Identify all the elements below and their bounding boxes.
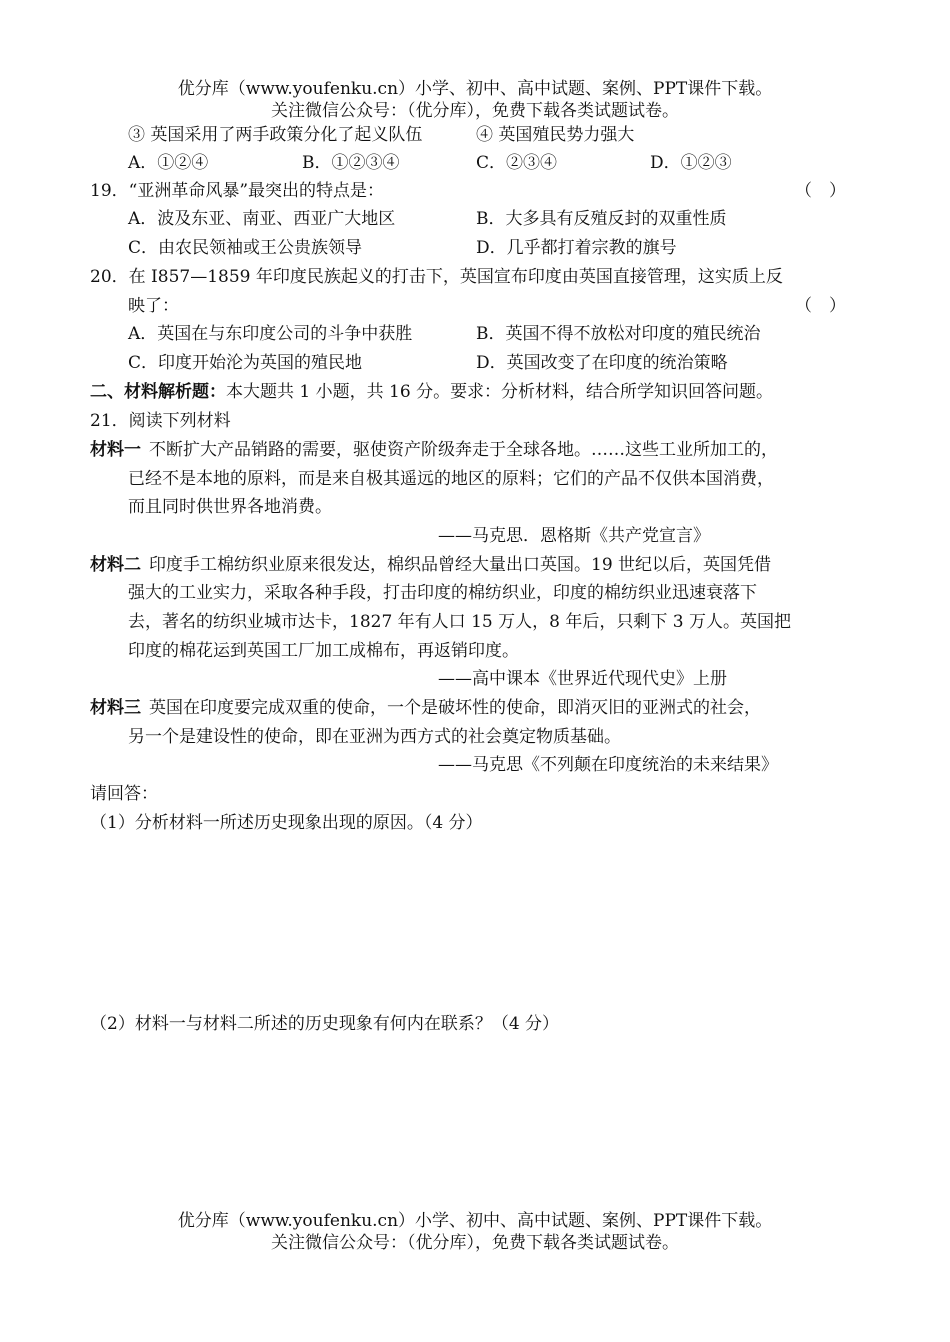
- q20-option-a: A．英国在与东印度公司的斗争中获胜: [128, 324, 413, 344]
- q20-option-b: B．英国不得不放松对印度的殖民统治: [476, 324, 761, 344]
- q19-option-a: A．波及东亚、南亚、西亚广大地区: [128, 209, 396, 229]
- q18-item-3: ③ 英国采用了两手政策分化了起义队伍: [128, 125, 423, 145]
- answer-prompt: 请回答：: [90, 784, 158, 804]
- material-1-first-line: [90, 439, 778, 461]
- q20-option-c: C．印度开始沦为英国的殖民地: [128, 353, 363, 373]
- material-3-text-line: 另一个是建设性的使命，即在亚洲为西方式的社会奠定物质基础。: [128, 727, 621, 747]
- sub-question-2: （2）材料一与材料二所述的历史现象有何内在联系？（4 分）: [90, 1014, 560, 1034]
- q20-stem-line-1: 20．在 I857—1859 年印度民族起义的打击下，英国宣布印度由英国直接管理，这实质上反: [90, 267, 783, 287]
- sub-question-1: （1）分析材料一所述历史现象出现的原因。（4 分）: [90, 813, 483, 833]
- material-1-text-line: 不断扩大产品销路的需要，驱使资产阶级奔走于全球各地。……这些工业所加工的，: [149, 440, 778, 460]
- material-3-label: 材料三: [90, 698, 141, 718]
- q18-option-b: B．①②③④: [302, 153, 400, 173]
- q19-option-d: D．几乎都打着宗教的旗号: [476, 238, 677, 258]
- q19-option-c: C．由农民领袖或王公贵族领导: [128, 238, 363, 258]
- q18-item-4: ④ 英国殖民势力强大: [476, 125, 635, 145]
- header-line-2: 关注微信公众号：（优分库），免费下载各类试题试卷。: [271, 101, 679, 121]
- material-2-text-line: 印度的棉花运到英国工厂加工成棉布，再返销印度。: [128, 641, 519, 661]
- q18-option-a: A．①②④: [128, 153, 209, 173]
- section-2-description: 本大题共 1 小题，共 16 分。要求：分析材料，结合所学知识回答问题。: [226, 382, 774, 402]
- material-1-text-line: 而且同时供世界各地消费。: [128, 497, 332, 517]
- material-2-first-line: [90, 554, 771, 576]
- footer-line-2: 关注微信公众号：（优分库），免费下载各类试题试卷。: [271, 1233, 679, 1253]
- q21-stem: 21．阅读下列材料: [90, 411, 231, 431]
- material-1-label: 材料一: [90, 440, 141, 460]
- q18-option-d: D．①②③: [650, 153, 732, 173]
- footer-line-1: 优分库（www.youfenku.cn）小学、初中、高中试题、案例、PPT课件下载。: [177, 1211, 773, 1231]
- material-2-text-line: 印度手工棉纺织业原来很发达，棉织品曾经大量出口英国。19 世纪以后，英国凭借: [149, 555, 772, 575]
- material-2-label: 材料二: [90, 555, 141, 575]
- header-line-1: 优分库（www.youfenku.cn）小学、初中、高中试题、案例、PPT课件下载。: [177, 79, 773, 99]
- q20-answer-paren: （ ）: [795, 296, 846, 316]
- material-2-text-line: 强大的工业实力，采取各种手段，打击印度的棉纺织业，印度的棉纺织业迅速衰落下: [128, 583, 757, 603]
- section-2-title: 二、材料解析题：: [90, 382, 226, 402]
- q20-stem-line-2: 映了：: [128, 296, 179, 316]
- material-1-text-line: 已经不是本地的原料，而是来自极其遥远的地区的原料；它们的产品不仅供本国消费，: [128, 469, 774, 489]
- material-2-text-line: 去，著名的纺织业城市达卡，1827 年有人口 15 万人，8 年后，只剩下 3 万人。英国把: [128, 612, 791, 632]
- q19-answer-paren: （ ）: [795, 181, 846, 201]
- q18-option-c: C．②③④: [476, 153, 558, 173]
- material-3-text-line: 英国在印度要完成双重的使命，一个是破坏性的使命，即消灭旧的亚洲式的社会，: [149, 698, 761, 718]
- material-3-first-line: [90, 697, 761, 719]
- material-2-source: ——高中课本《世界近代现代史》上册: [438, 669, 727, 689]
- material-3-source: ——马克思《不列颠在印度统治的未来结果》: [438, 755, 778, 775]
- q19-stem: 19．“亚洲革命风暴”最突出的特点是：: [90, 181, 385, 201]
- section-2-heading: [90, 381, 773, 403]
- q19-option-b: B．大多具有反殖反封的双重性质: [476, 209, 727, 229]
- q20-option-d: D．英国改变了在印度的统治策略: [476, 353, 728, 373]
- material-1-source: ——马克思．恩格斯《共产党宣言》: [438, 526, 710, 546]
